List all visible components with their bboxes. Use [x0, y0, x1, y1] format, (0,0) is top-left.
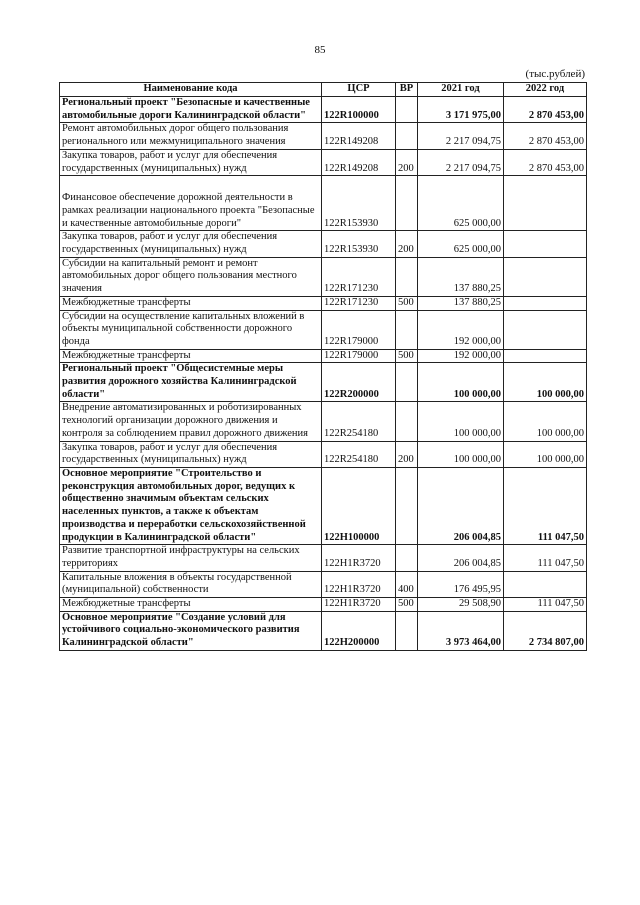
- cell-vr: [396, 545, 418, 571]
- budget-table: [59, 82, 587, 651]
- cell-vr: [396, 310, 418, 349]
- cell-name: Основное мероприятие "Создание условий для устойчивого социально-экономического развития Калининградской области": [60, 611, 322, 650]
- cell-name: Межбюджетные трансферты: [60, 349, 322, 363]
- cell-name: Закупка товаров, работ и услуг для обеспечения государственных (муниципальных) нужд: [60, 149, 322, 175]
- cell-csr: 122R149208: [322, 149, 396, 175]
- cell-2021: 176 495,95: [418, 571, 504, 597]
- cell-name: Региональный проект "Общесистемные меры развития дорожного хозяйства Калининградской области": [60, 363, 322, 402]
- cell-csr: 122R254180: [322, 402, 396, 441]
- cell-csr: 122H100000: [322, 467, 396, 544]
- cell-2022: [504, 257, 587, 296]
- cell-2021: 100 000,00: [418, 441, 504, 467]
- cell-2021: 137 880,25: [418, 296, 504, 310]
- header-vr: ВР: [396, 83, 418, 97]
- cell-2022: 100 000,00: [504, 363, 587, 402]
- cell-name: Внедрение автоматизированных и роботизированных технологий организации дорожного движения и контроля за соблюдением правил дорожного движения: [60, 402, 322, 441]
- cell-2022: [504, 349, 587, 363]
- table-row: [60, 310, 587, 349]
- cell-2022: 2 870 453,00: [504, 149, 587, 175]
- cell-vr: 200: [396, 149, 418, 175]
- cell-vr: 400: [396, 571, 418, 597]
- cell-2022: 100 000,00: [504, 402, 587, 441]
- cell-name: Закупка товаров, работ и услуг для обеспечения государственных (муниципальных) нужд: [60, 441, 322, 467]
- table-body: [60, 97, 587, 651]
- cell-2021: 625 000,00: [418, 176, 504, 231]
- table-row: [60, 123, 587, 149]
- units-label: (тыс.рублей): [525, 68, 585, 80]
- cell-2022: 111 047,50: [504, 467, 587, 544]
- table-row: [60, 441, 587, 467]
- cell-2021: 100 000,00: [418, 402, 504, 441]
- table-row: [60, 149, 587, 175]
- cell-csr: 122R153930: [322, 231, 396, 257]
- cell-csr: 122H200000: [322, 611, 396, 650]
- cell-csr: 122H1R3720: [322, 598, 396, 612]
- cell-name: Межбюджетные трансферты: [60, 598, 322, 612]
- cell-2022: 2 734 807,00: [504, 611, 587, 650]
- cell-name: Региональный проект "Безопасные и качественные автомобильные дороги Калининградской области": [60, 97, 322, 123]
- cell-csr: 122R171230: [322, 296, 396, 310]
- header-name: Наименование кода: [60, 83, 322, 97]
- cell-csr: 122R149208: [322, 123, 396, 149]
- cell-2022: [504, 176, 587, 231]
- table-row: [60, 545, 587, 571]
- table-row: [60, 598, 587, 612]
- cell-name: Развитие транспортной инфраструктуры на сельских территориях: [60, 545, 322, 571]
- cell-2021: 29 508,90: [418, 598, 504, 612]
- table-row: [60, 296, 587, 310]
- table-row: [60, 257, 587, 296]
- cell-csr: 122H1R3720: [322, 571, 396, 597]
- cell-vr: [396, 176, 418, 231]
- cell-vr: [396, 611, 418, 650]
- page-number: 85: [314, 44, 326, 56]
- cell-2022: 2 870 453,00: [504, 97, 587, 123]
- cell-vr: [396, 402, 418, 441]
- cell-name: Субсидии на осуществление капитальных вложений в объекты муниципальной собственности дорожного фонда: [60, 310, 322, 349]
- cell-2022: [504, 231, 587, 257]
- cell-csr: 122R100000: [322, 97, 396, 123]
- cell-name: Основное мероприятие "Строительство и реконструкция автомобильных дорог, ведущих к общественно значимым объектам сельских населенных пунктов, а также к объектам производства и переработки сельскохозяйственной продукции в Калининградской области": [60, 467, 322, 544]
- table-header-row: [60, 83, 587, 97]
- table-row: [60, 363, 587, 402]
- cell-2021: 3 171 975,00: [418, 97, 504, 123]
- cell-csr: 122R179000: [322, 310, 396, 349]
- cell-name: Межбюджетные трансферты: [60, 296, 322, 310]
- table-row: [60, 349, 587, 363]
- table-row: [60, 611, 587, 650]
- cell-2022: [504, 296, 587, 310]
- cell-name: Финансовое обеспечение дорожной деятельности в рамках реализации национального проекта "Безопасные и качественные автомобильные дороги": [60, 176, 322, 231]
- cell-2022: [504, 571, 587, 597]
- cell-vr: 500: [396, 598, 418, 612]
- cell-2021: 206 004,85: [418, 545, 504, 571]
- cell-name: Капитальные вложения в объекты государственной (муниципальной) собственности: [60, 571, 322, 597]
- table-row: [60, 176, 587, 231]
- cell-name: Субсидии на капитальный ремонт и ремонт автомобильных дорог общего пользования местного значения: [60, 257, 322, 296]
- header-csr: ЦСР: [322, 83, 396, 97]
- cell-2022: 2 870 453,00: [504, 123, 587, 149]
- cell-vr: [396, 257, 418, 296]
- table-row: [60, 231, 587, 257]
- cell-csr: 122R254180: [322, 441, 396, 467]
- table-row: [60, 97, 587, 123]
- cell-vr: 500: [396, 296, 418, 310]
- cell-vr: [396, 467, 418, 544]
- cell-2021: 625 000,00: [418, 231, 504, 257]
- cell-2021: 3 973 464,00: [418, 611, 504, 650]
- cell-csr: 122H1R3720: [322, 545, 396, 571]
- header-2021: 2021 год: [418, 83, 504, 97]
- cell-2022: 100 000,00: [504, 441, 587, 467]
- cell-csr: 122R171230: [322, 257, 396, 296]
- cell-2021: 192 000,00: [418, 310, 504, 349]
- cell-vr: 200: [396, 441, 418, 467]
- header-2022: 2022 год: [504, 83, 587, 97]
- cell-2022: 111 047,50: [504, 545, 587, 571]
- cell-2021: 100 000,00: [418, 363, 504, 402]
- cell-vr: [396, 97, 418, 123]
- cell-vr: 200: [396, 231, 418, 257]
- cell-2021: 206 004,85: [418, 467, 504, 544]
- cell-csr: 122R200000: [322, 363, 396, 402]
- cell-csr: 122R153930: [322, 176, 396, 231]
- cell-name: Закупка товаров, работ и услуг для обеспечения государственных (муниципальных) нужд: [60, 231, 322, 257]
- table-row: [60, 402, 587, 441]
- cell-2021: 137 880,25: [418, 257, 504, 296]
- cell-2022: 111 047,50: [504, 598, 587, 612]
- table-row: [60, 467, 587, 544]
- cell-csr: 122R179000: [322, 349, 396, 363]
- cell-2021: 2 217 094,75: [418, 123, 504, 149]
- cell-name: Ремонт автомобильных дорог общего пользования регионального или межмуниципального значения: [60, 123, 322, 149]
- cell-2021: 192 000,00: [418, 349, 504, 363]
- table-row: [60, 571, 587, 597]
- cell-vr: 500: [396, 349, 418, 363]
- cell-2021: 2 217 094,75: [418, 149, 504, 175]
- cell-vr: [396, 123, 418, 149]
- cell-vr: [396, 363, 418, 402]
- cell-2022: [504, 310, 587, 349]
